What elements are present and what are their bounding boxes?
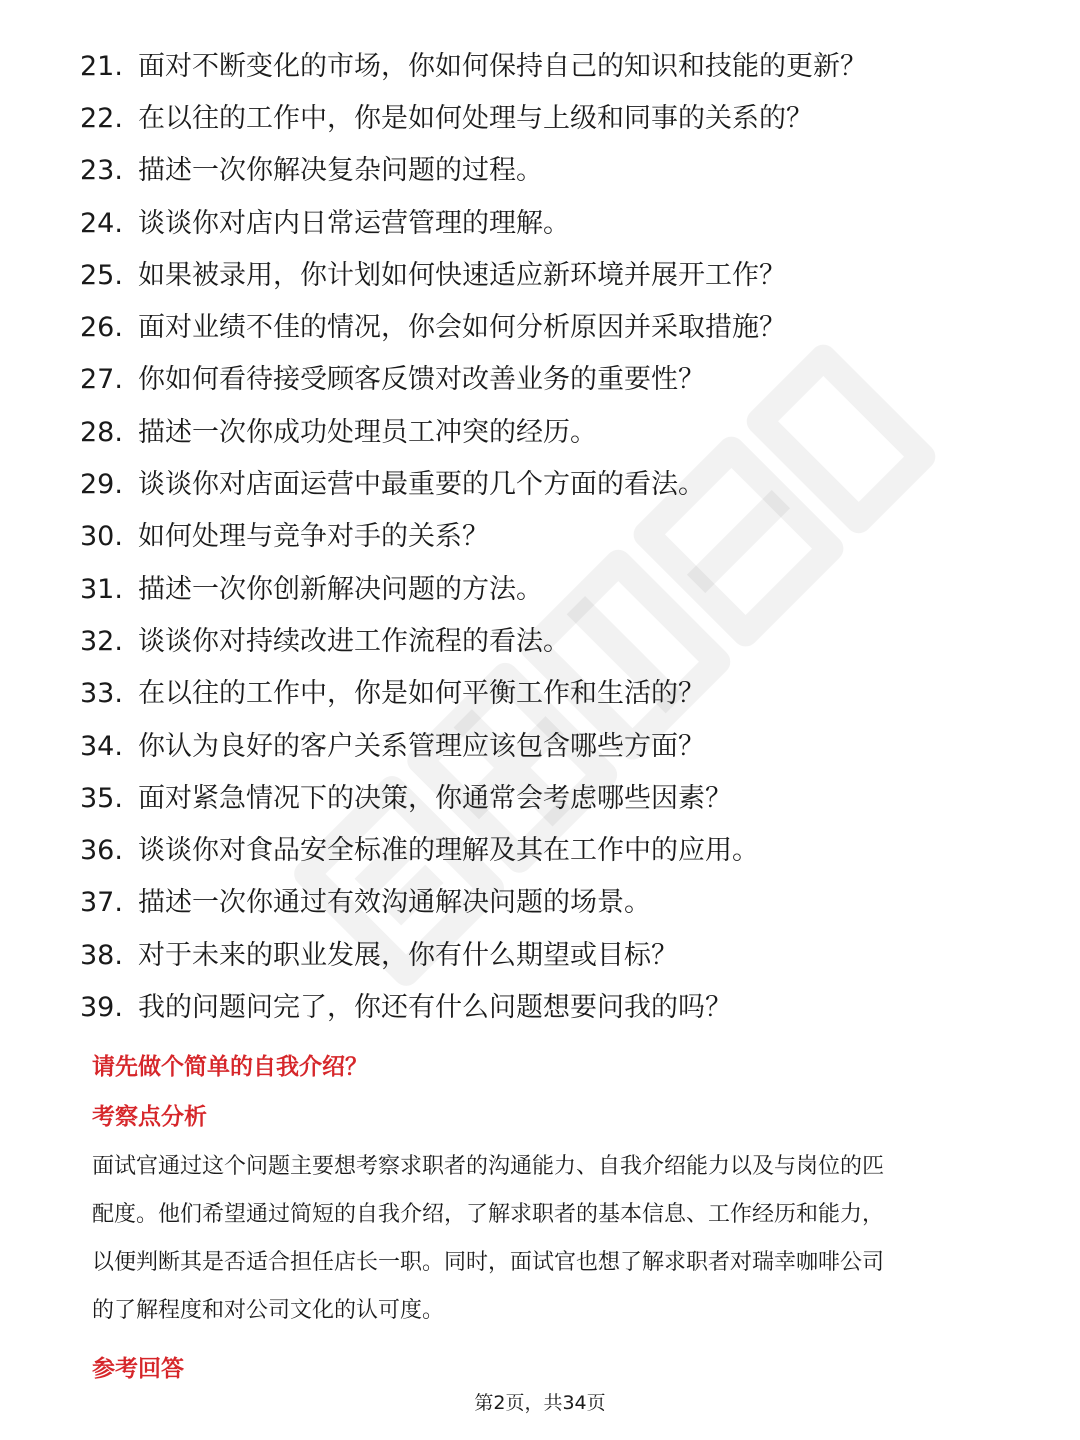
question-number: 34. (80, 730, 123, 762)
question-text: 描述一次你通过有效沟通解决问题的场景。 (138, 887, 651, 919)
question-text: 面对紧急情况下的决策，你通常会考虑哪些因素？ (138, 782, 732, 814)
list-item (80, 197, 1000, 249)
question-text: 描述一次你创新解决问题的方法。 (138, 573, 543, 605)
list-item (80, 354, 1000, 406)
list-item (80, 877, 1000, 929)
question-number: 37. (80, 887, 123, 919)
question-text: 我的问题问完了，你还有什么问题想要问我的吗？ (138, 991, 732, 1023)
question-number: 26. (80, 312, 123, 344)
question-text: 如何处理与竞争对手的关系？ (138, 521, 489, 553)
question-number: 23. (80, 155, 123, 187)
question-number: 25. (80, 259, 123, 291)
list-item (80, 563, 1000, 615)
question-number: 24. (80, 207, 123, 239)
question-text: 你如何看待接受顾客反馈对改善业务的重要性？ (138, 364, 705, 396)
list-item (80, 511, 1000, 563)
list-item (80, 981, 1000, 1033)
question-number: 21. (80, 50, 123, 82)
list-item (80, 668, 1000, 720)
list-item (80, 249, 1000, 301)
list-item (80, 92, 1000, 144)
analysis-line: 以便判断其是否适合担任店长一职。同时，面试官也想了解求职者对瑞幸咖啡公司 (92, 1250, 885, 1275)
analysis-line: 的了解程度和对公司文化的认可度。 (92, 1298, 445, 1323)
question-text: 谈谈你对店内日常运营管理的理解。 (138, 207, 570, 239)
question-text: 如果被录用，你计划如何快速适应新环境并展开工作？ (138, 259, 786, 291)
question-text: 谈谈你对持续改进工作流程的看法。 (138, 625, 570, 657)
question-text: 在以往的工作中，你是如何平衡工作和生活的？ (138, 678, 705, 710)
question-text: 面对业绩不佳的情况，你会如何分析原因并采取措施？ (138, 312, 786, 344)
question-heading: 请先做个简单的自我介绍？ (92, 1054, 368, 1080)
question-text: 在以往的工作中，你是如何处理与上级和同事的关系的？ (138, 102, 813, 134)
question-text: 描述一次你解决复杂问题的过程。 (138, 155, 543, 187)
analysis-line: 配度。他们希望通过简短的自我介绍，了解求职者的基本信息、工作经历和能力， (92, 1202, 885, 1227)
question-text: 谈谈你对店面运营中最重要的几个方面的看法。 (138, 469, 705, 501)
question-number: 36. (80, 835, 123, 867)
question-number: 39. (80, 991, 123, 1023)
question-number: 33. (80, 678, 123, 710)
analysis-heading: 考察点分析 (92, 1104, 207, 1130)
question-number: 30. (80, 521, 123, 553)
list-item (80, 458, 1000, 510)
question-list (80, 40, 1000, 1034)
analysis-paragraph (92, 1143, 992, 1335)
question-text: 面对不断变化的市场，你如何保持自己的知识和技能的更新？ (138, 50, 867, 82)
list-item (80, 406, 1000, 458)
question-number: 35. (80, 782, 123, 814)
question-number: 22. (80, 102, 123, 134)
question-text: 你认为良好的客户关系管理应该包含哪些方面？ (138, 730, 705, 762)
question-number: 27. (80, 364, 123, 396)
question-text: 描述一次你成功处理员工冲突的经历。 (138, 416, 597, 448)
question-number: 32. (80, 625, 123, 657)
answer-heading: 参考回答 (92, 1356, 184, 1382)
page-footer: 第2页，共34页 (474, 1392, 606, 1414)
question-number: 38. (80, 939, 123, 971)
list-item (80, 145, 1000, 197)
list-item (80, 40, 1000, 92)
list-item (80, 929, 1000, 981)
list-item (80, 772, 1000, 824)
question-number: 29. (80, 469, 123, 501)
question-text: 谈谈你对食品安全标准的理解及其在工作中的应用。 (138, 835, 759, 867)
list-item (80, 615, 1000, 667)
list-item (80, 301, 1000, 353)
list-item (80, 720, 1000, 772)
question-number: 28. (80, 416, 123, 448)
list-item (80, 824, 1000, 876)
question-text: 对于未来的职业发展，你有什么期望或目标？ (138, 939, 678, 971)
analysis-line: 面试官通过这个问题主要想考察求职者的沟通能力、自我介绍能力以及与岗位的匹 (92, 1154, 885, 1179)
question-number: 31. (80, 573, 123, 605)
